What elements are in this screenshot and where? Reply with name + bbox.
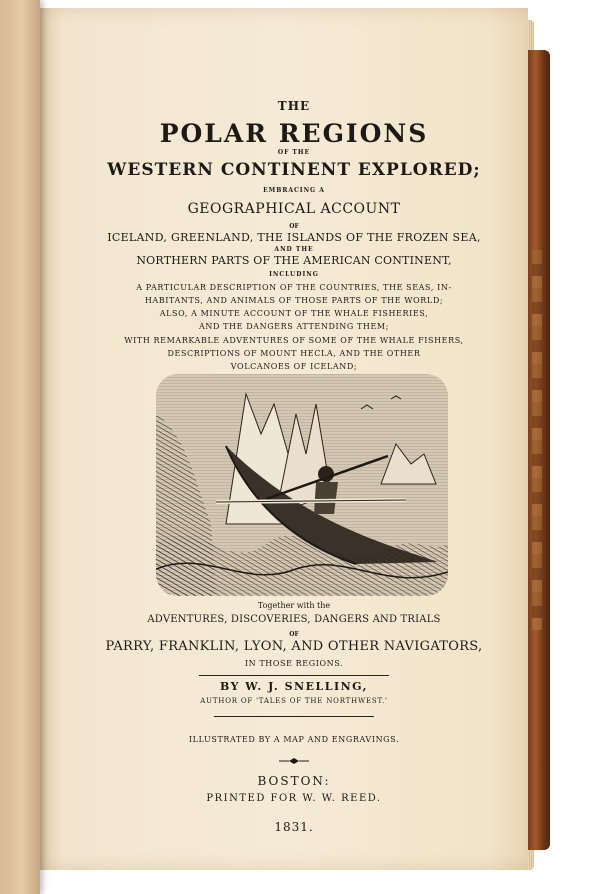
connector-and-the: AND THE: [274, 246, 314, 253]
description-line: DESCRIPTIONS OF MOUNT HECLA, AND THE OTHER: [167, 349, 421, 358]
description-line: A PARTICULAR DESCRIPTION OF THE COUNTRIES, THE SEAS, IN-: [136, 283, 452, 292]
description-line: VOLCANOES OF ICELAND;: [230, 362, 358, 371]
title-western-continent: WESTERN CONTINENT EXPLORED;: [107, 160, 481, 180]
ornament-icon: [279, 758, 309, 764]
description-line: ALSO, A MINUTE ACCOUNT OF THE WHALE FISHERIES,: [159, 309, 429, 318]
previous-leaf: [0, 0, 40, 894]
kayak-engraving-art: [156, 374, 448, 596]
connector-embracing: EMBRACING A: [263, 187, 325, 194]
kayak-engraving: [156, 374, 448, 596]
divider-rule: [214, 716, 374, 717]
imprint-printer: PRINTED FOR W. W. REED.: [206, 793, 382, 804]
title-polar-regions: POLAR REGIONS: [159, 119, 429, 148]
together-with: Together with the: [257, 601, 331, 610]
description-line: HABITANTS, AND ANIMALS OF THOSE PARTS OF THE WORLD;: [144, 296, 444, 305]
illustrated-note: ILLUSTRATED BY A MAP AND ENGRAVINGS.: [188, 735, 400, 744]
author-byline: BY W. J. SNELLING,: [220, 680, 368, 693]
connector-including: INCLUDING: [269, 271, 319, 278]
subtitle-geographical-account: GEOGRAPHICAL ACCOUNT: [187, 201, 401, 217]
regions-line: IN THOSE REGIONS.: [244, 659, 344, 668]
leather-binding: [528, 50, 550, 850]
subtitle-northern-line: NORTHERN PARTS OF THE AMERICAN CONTINENT,: [136, 254, 452, 267]
adventures-line: ADVENTURES, DISCOVERIES, DANGERS AND TRIALS: [147, 614, 441, 625]
subtitle-iceland-line: ICELAND, GREENLAND, THE ISLANDS OF THE FROZEN SEA,: [107, 231, 481, 244]
connector-of: OF: [289, 223, 299, 230]
author-credit: AUTHOR OF 'TALES OF THE NORTHWEST.': [200, 697, 388, 705]
imprint-year: 1831.: [274, 820, 314, 834]
title-page: [34, 8, 528, 870]
divider-rule: [199, 675, 389, 676]
connector-of: OF: [289, 631, 299, 638]
title-the: THE: [277, 99, 311, 113]
navigators-line: PARRY, FRANKLIN, LYON, AND OTHER NAVIGATORS,: [105, 639, 483, 654]
description-line: WITH REMARKABLE ADVENTURES OF SOME OF THE WHALE FISHERS,: [124, 336, 464, 345]
imprint-city: BOSTON:: [257, 774, 331, 788]
connector-of-the: OF THE: [277, 149, 311, 156]
description-line: AND THE DANGERS ATTENDING THEM;: [198, 322, 390, 331]
